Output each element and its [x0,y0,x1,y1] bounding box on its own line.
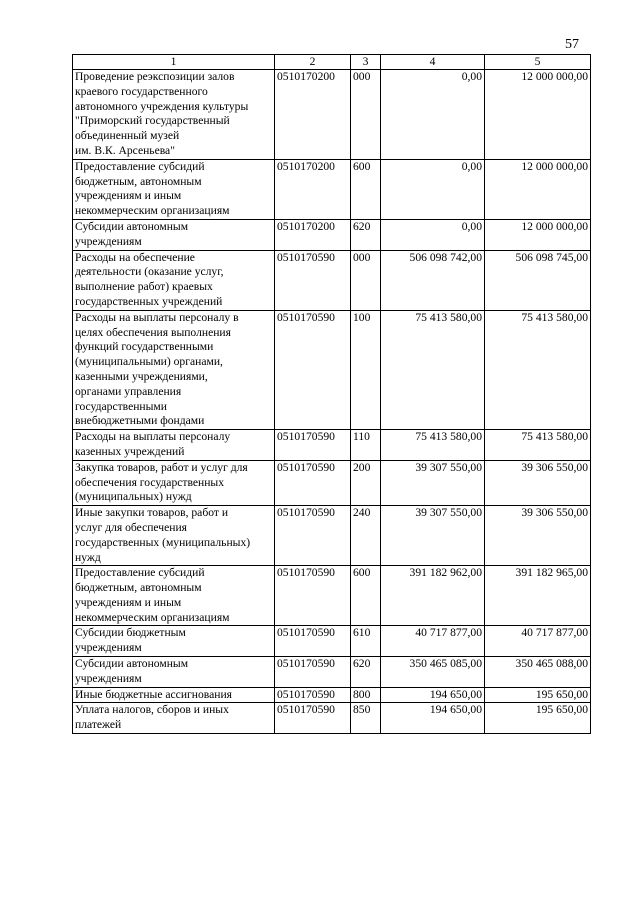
row-code: 0510170590 [275,687,351,703]
row-code: 0510170590 [275,657,351,688]
row-type: 800 [351,687,381,703]
row-code: 0510170590 [275,250,351,310]
table-row [73,626,591,657]
row-amount-4: 350 465 085,00 [381,657,485,688]
table-header-row [73,55,591,70]
row-amount-5: 75 413 580,00 [485,430,591,461]
row-type: 110 [351,430,381,461]
row-code: 0510170590 [275,460,351,505]
row-type: 000 [351,250,381,310]
row-code: 0510170590 [275,506,351,566]
table-row [73,460,591,505]
row-amount-5: 391 182 965,00 [485,566,591,626]
row-name: Субсидии автономным учреждениям [73,219,275,250]
table-row [73,506,591,566]
row-amount-5: 12 000 000,00 [485,70,591,160]
table-row [73,219,591,250]
table-row [73,250,591,310]
row-type: 620 [351,219,381,250]
table-row [73,430,591,461]
row-code: 0510170590 [275,703,351,734]
row-amount-4: 0,00 [381,219,485,250]
row-amount-4: 194 650,00 [381,687,485,703]
row-type: 240 [351,506,381,566]
row-type: 620 [351,657,381,688]
table-row [73,687,591,703]
row-amount-4: 391 182 962,00 [381,566,485,626]
row-type: 600 [351,159,381,219]
row-amount-5: 506 098 745,00 [485,250,591,310]
row-type: 850 [351,703,381,734]
row-amount-4: 75 413 580,00 [381,310,485,429]
row-code: 0510170200 [275,70,351,160]
column-header-1: 1 [73,55,275,70]
table-row [73,657,591,688]
row-name: Субсидии автономным учреждениям [73,657,275,688]
row-name: Иные закупки товаров, работ и услуг для обеспечения государственных (муниципальных) нужд [73,506,275,566]
row-amount-5: 40 717 877,00 [485,626,591,657]
table-row [73,310,591,429]
row-name: Предоставление субсидий бюджетным, автономным учреждениям и иным некоммерческим организациям [73,159,275,219]
row-name: Расходы на обеспечение деятельности (оказание услуг, выполнение работ) краевых государственных учреждений [73,250,275,310]
row-name: Расходы на выплаты персоналу казенных учреждений [73,430,275,461]
row-code: 0510170590 [275,430,351,461]
row-code: 0510170590 [275,310,351,429]
row-amount-4: 75 413 580,00 [381,430,485,461]
row-name: Проведение реэкспозиции залов краевого государственного автономного учреждения культуры "Приморский государственный объединенный музей им. В.К. Арсеньева" [73,70,275,160]
column-header-3: 3 [351,55,381,70]
row-code: 0510170200 [275,159,351,219]
row-amount-4: 0,00 [381,159,485,219]
row-type: 600 [351,566,381,626]
row-name: Закупка товаров, работ и услуг для обеспечения государственных (муниципальных) нужд [73,460,275,505]
row-amount-5: 12 000 000,00 [485,219,591,250]
row-amount-5: 350 465 088,00 [485,657,591,688]
row-amount-4: 506 098 742,00 [381,250,485,310]
row-amount-4: 40 717 877,00 [381,626,485,657]
row-code: 0510170590 [275,566,351,626]
row-name: Расходы на выплаты персоналу в целях обеспечения выполнения функций государственными (муниципальными) органами, казенными учреждениями, органами управления государственными внебюджетными фондами [73,310,275,429]
row-amount-4: 0,00 [381,70,485,160]
row-amount-5: 195 650,00 [485,687,591,703]
row-amount-5: 75 413 580,00 [485,310,591,429]
row-amount-4: 39 307 550,00 [381,460,485,505]
row-name: Субсидии бюджетным учреждениям [73,626,275,657]
table-row [73,159,591,219]
column-header-5: 5 [485,55,591,70]
row-name: Предоставление субсидий бюджетным, автономным учреждениям и иным некоммерческим организациям [73,566,275,626]
row-code: 0510170200 [275,219,351,250]
column-header-2: 2 [275,55,351,70]
row-type: 000 [351,70,381,160]
row-type: 200 [351,460,381,505]
row-amount-5: 39 306 550,00 [485,506,591,566]
row-type: 610 [351,626,381,657]
row-amount-4: 194 650,00 [381,703,485,734]
row-amount-5: 12 000 000,00 [485,159,591,219]
row-type: 100 [351,310,381,429]
row-amount-4: 39 307 550,00 [381,506,485,566]
column-header-4: 4 [381,55,485,70]
budget-table [72,54,591,734]
table-row [73,566,591,626]
row-amount-5: 195 650,00 [485,703,591,734]
row-name: Иные бюджетные ассигнования [73,687,275,703]
page-number: 57 [565,37,579,52]
table-row [73,703,591,734]
row-code: 0510170590 [275,626,351,657]
row-amount-5: 39 306 550,00 [485,460,591,505]
row-name: Уплата налогов, сборов и иных платежей [73,703,275,734]
table-row [73,70,591,160]
